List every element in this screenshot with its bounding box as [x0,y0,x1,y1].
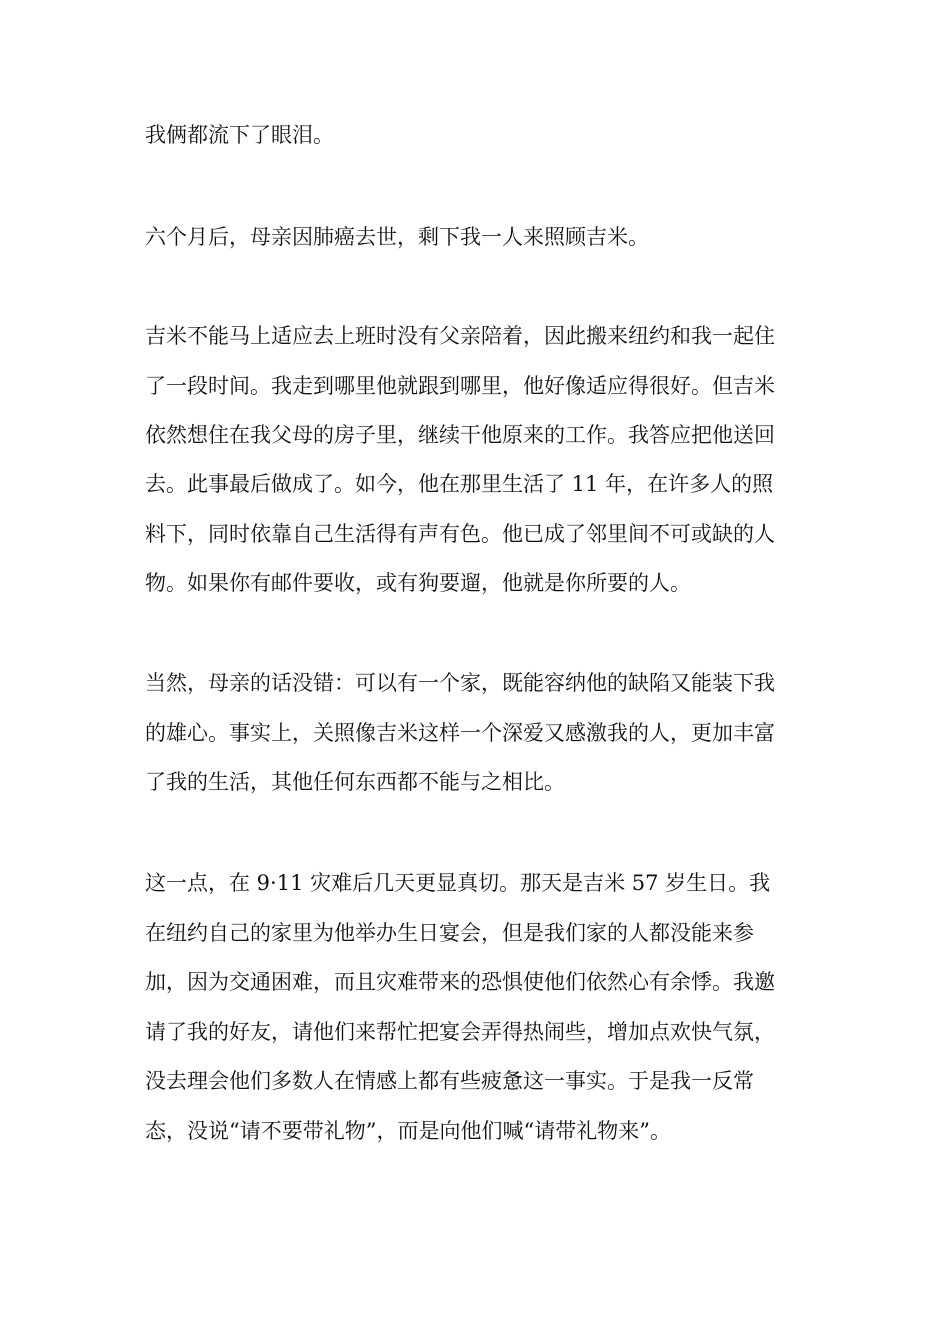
paragraph-3-line-2: 了一段时间。我走到哪里他就跟到哪里，他好像适应得很好。但吉米 [145,374,775,398]
paragraph-3-line-3: 依然想住在我父母的房子里，继续干他原来的工作。我答应把他送回 [145,423,775,447]
paragraph-1-line-1: 我俩都流下了眼泪。 [145,123,334,147]
paragraph-5-line-6: 态，没说“请不要带礼物”，而是向他们喊“请带礼物来”。 [145,1119,671,1143]
paragraph-4-line-1: 当然，母亲的话没错：可以有一个家，既能容纳他的缺陷又能装下我 [145,671,775,695]
paragraph-3-line-1: 吉米不能马上适应去上班时没有父亲陪着，因此搬来纽约和我一起住 [145,324,775,348]
paragraph-3-line-4: 去。此事最后做成了。如今，他在那里生活了 11 年，在许多人的照 [145,472,774,496]
paragraph-5-line-5: 没去理会他们多数人在情感上都有些疲惫这一事实。于是我一反常 [145,1069,754,1093]
paragraph-5-line-1: 这一点，在 9·11 灾难后几天更显真切。那天是吉米 57 岁生日。我 [145,871,771,895]
paragraph-4-line-3: 了我的生活，其他任何东西都不能与之相比。 [145,770,565,794]
paragraph-2-line-1: 六个月后，母亲因肺癌去世，剩下我一人来照顾吉米。 [145,225,649,249]
paragraph-4-line-2: 的雄心。事实上，关照像吉米这样一个深爱又感激我的人，更加丰富 [145,721,775,745]
paragraph-5-line-3: 加，因为交通困难，而且灾难带来的恐惧使他们依然心有余悸。我邀 [145,970,775,994]
paragraph-5-line-4: 请了我的好友，请他们来帮忙把宴会弄得热闹些，增加点欢快气氛， [145,1020,775,1044]
paragraph-3-line-6: 物。如果你有邮件要收，或有狗要遛，他就是你所要的人。 [145,571,691,595]
paragraph-5-line-2: 在纽约自己的家里为他举办生日宴会，但是我们家的人都没能来参 [145,921,754,945]
paragraph-3-line-5: 料下，同时依靠自己生活得有声有色。他已成了邻里间不可或缺的人 [145,522,775,546]
